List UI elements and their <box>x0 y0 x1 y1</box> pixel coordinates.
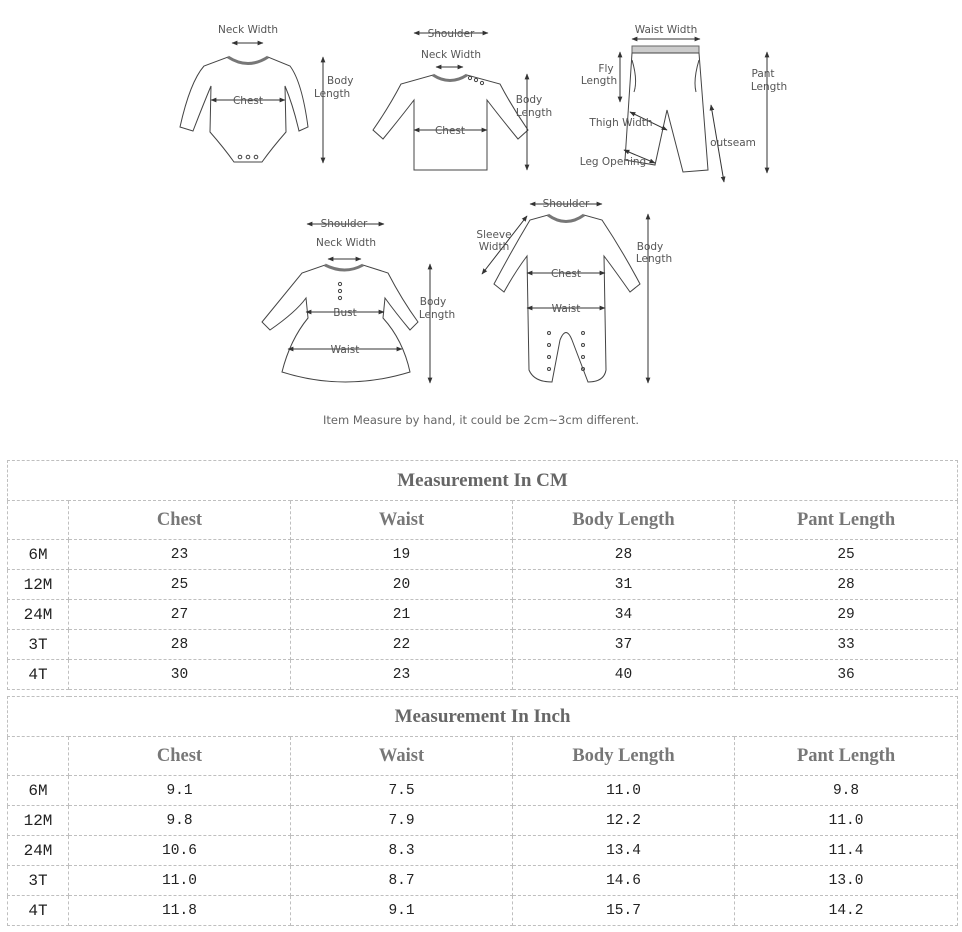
label-romper-shoulder: Shoulder <box>542 198 590 210</box>
pant-length-value: 13.0 <box>735 866 958 896</box>
pant-length-value: 36 <box>735 660 958 690</box>
inch-header-chest: Chest <box>69 737 291 776</box>
size-label: 4T <box>8 660 69 690</box>
body-length-value: 37 <box>513 630 735 660</box>
label-pants-pant-2: Length <box>750 81 788 93</box>
chest-value: 9.1 <box>69 776 291 806</box>
size-label: 3T <box>8 866 69 896</box>
label-pants-waist: Waist Width <box>634 24 698 36</box>
cm-header-chest: Chest <box>69 501 291 540</box>
inch-header-size <box>8 737 69 776</box>
table-row <box>8 600 958 630</box>
cm-header-waist: Waist <box>291 501 513 540</box>
pant-length-value: 14.2 <box>735 896 958 926</box>
pant-length-value: 28 <box>735 570 958 600</box>
body-length-value: 34 <box>513 600 735 630</box>
label-top-neck: Neck Width <box>420 49 482 61</box>
table-row <box>8 806 958 836</box>
table-row <box>8 540 958 570</box>
measure-note: Item Measure by hand, it could be 2cm~3cm different. <box>322 413 640 427</box>
label-top-body-2: Length <box>515 107 553 119</box>
waist-value: 20 <box>291 570 513 600</box>
body-length-value: 11.0 <box>513 776 735 806</box>
pant-length-value: 11.4 <box>735 836 958 866</box>
inch-table-title: Measurement In Inch <box>8 697 958 737</box>
table-row <box>8 630 958 660</box>
label-romper-waist: Waist <box>551 303 581 315</box>
pant-length-value: 9.8 <box>735 776 958 806</box>
label-dress-body-2: Length <box>418 309 456 321</box>
chest-value: 27 <box>69 600 291 630</box>
pant-length-value: 33 <box>735 630 958 660</box>
inch-header-waist: Waist <box>291 737 513 776</box>
size-label: 6M <box>8 776 69 806</box>
waist-value: 7.5 <box>291 776 513 806</box>
size-label: 3T <box>8 630 69 660</box>
cm-header-size <box>8 501 69 540</box>
table-row <box>8 866 958 896</box>
chest-value: 25 <box>69 570 291 600</box>
body-length-value: 13.4 <box>513 836 735 866</box>
waist-value: 8.3 <box>291 836 513 866</box>
label-pants-pant-1: Pant <box>751 68 775 80</box>
label-dress-bust: Bust <box>333 307 357 319</box>
chest-value: 28 <box>69 630 291 660</box>
waist-value: 7.9 <box>291 806 513 836</box>
label-bodysuit-chest: Chest <box>232 95 264 107</box>
table-row <box>8 570 958 600</box>
cm-header-pant-length: Pant Length <box>735 501 958 540</box>
chest-value: 30 <box>69 660 291 690</box>
chest-value: 23 <box>69 540 291 570</box>
body-length-value: 28 <box>513 540 735 570</box>
label-dress-body-1: Body <box>419 296 447 308</box>
table-row <box>8 896 958 926</box>
size-label: 24M <box>8 836 69 866</box>
table-row <box>8 836 958 866</box>
label-dress-waist: Waist <box>330 344 360 356</box>
label-romper-chest: Chest <box>550 268 582 280</box>
cm-size-table <box>7 460 958 690</box>
label-bodysuit-body-2: Length <box>314 88 351 100</box>
label-pants-fly-1: Fly <box>598 63 614 75</box>
label-bodysuit-body-1: Body <box>327 75 354 87</box>
inch-size-table <box>7 696 958 926</box>
cm-header-body-length: Body Length <box>513 501 735 540</box>
waist-value: 21 <box>291 600 513 630</box>
pant-length-value: 11.0 <box>735 806 958 836</box>
waist-value: 9.1 <box>291 896 513 926</box>
cm-table-title: Measurement In CM <box>8 461 958 501</box>
chest-value: 11.0 <box>69 866 291 896</box>
top-illustration <box>373 75 528 170</box>
table-row <box>8 776 958 806</box>
dress-illustration <box>262 265 418 382</box>
pant-length-value: 25 <box>735 540 958 570</box>
label-top-chest: Chest <box>434 125 466 137</box>
waist-value: 23 <box>291 660 513 690</box>
waist-value: 22 <box>291 630 513 660</box>
size-label: 6M <box>8 540 69 570</box>
body-length-value: 40 <box>513 660 735 690</box>
label-top-shoulder: Shoulder <box>427 28 475 40</box>
inch-header-pant-length: Pant Length <box>735 737 958 776</box>
label-romper-sleeve-1: Sleeve <box>476 229 512 241</box>
chest-value: 11.8 <box>69 896 291 926</box>
inch-header-body-length: Body Length <box>513 737 735 776</box>
size-label: 12M <box>8 570 69 600</box>
body-length-value: 31 <box>513 570 735 600</box>
label-romper-body-2: Length <box>635 253 673 265</box>
pants-illustration <box>625 46 708 172</box>
label-pants-leg: Leg Opening <box>579 156 647 168</box>
label-pants-outseam: outseam <box>710 137 756 149</box>
body-length-value: 12.2 <box>513 806 735 836</box>
body-length-value: 14.6 <box>513 866 735 896</box>
measurement-diagram <box>0 0 962 440</box>
body-length-value: 15.7 <box>513 896 735 926</box>
label-pants-fly-2: Length <box>580 75 618 87</box>
size-label: 12M <box>8 806 69 836</box>
label-top-body-1: Body <box>515 94 543 106</box>
label-bodysuit-neck: Neck Width <box>217 24 279 36</box>
bodysuit-illustration <box>180 57 308 162</box>
waist-value: 19 <box>291 540 513 570</box>
size-label: 24M <box>8 600 69 630</box>
label-dress-neck: Neck Width <box>315 237 377 249</box>
romper-illustration <box>494 215 640 382</box>
label-romper-body-1: Body <box>636 241 664 253</box>
waist-value: 8.7 <box>291 866 513 896</box>
label-romper-sleeve-2: Width <box>478 241 510 253</box>
chest-value: 9.8 <box>69 806 291 836</box>
pant-length-value: 29 <box>735 600 958 630</box>
label-pants-thigh: Thigh Width <box>589 117 653 129</box>
chest-value: 10.6 <box>69 836 291 866</box>
table-row <box>8 660 958 690</box>
label-dress-shoulder: Shoulder <box>320 218 368 230</box>
size-label: 4T <box>8 896 69 926</box>
garment-illustrations <box>0 0 962 440</box>
